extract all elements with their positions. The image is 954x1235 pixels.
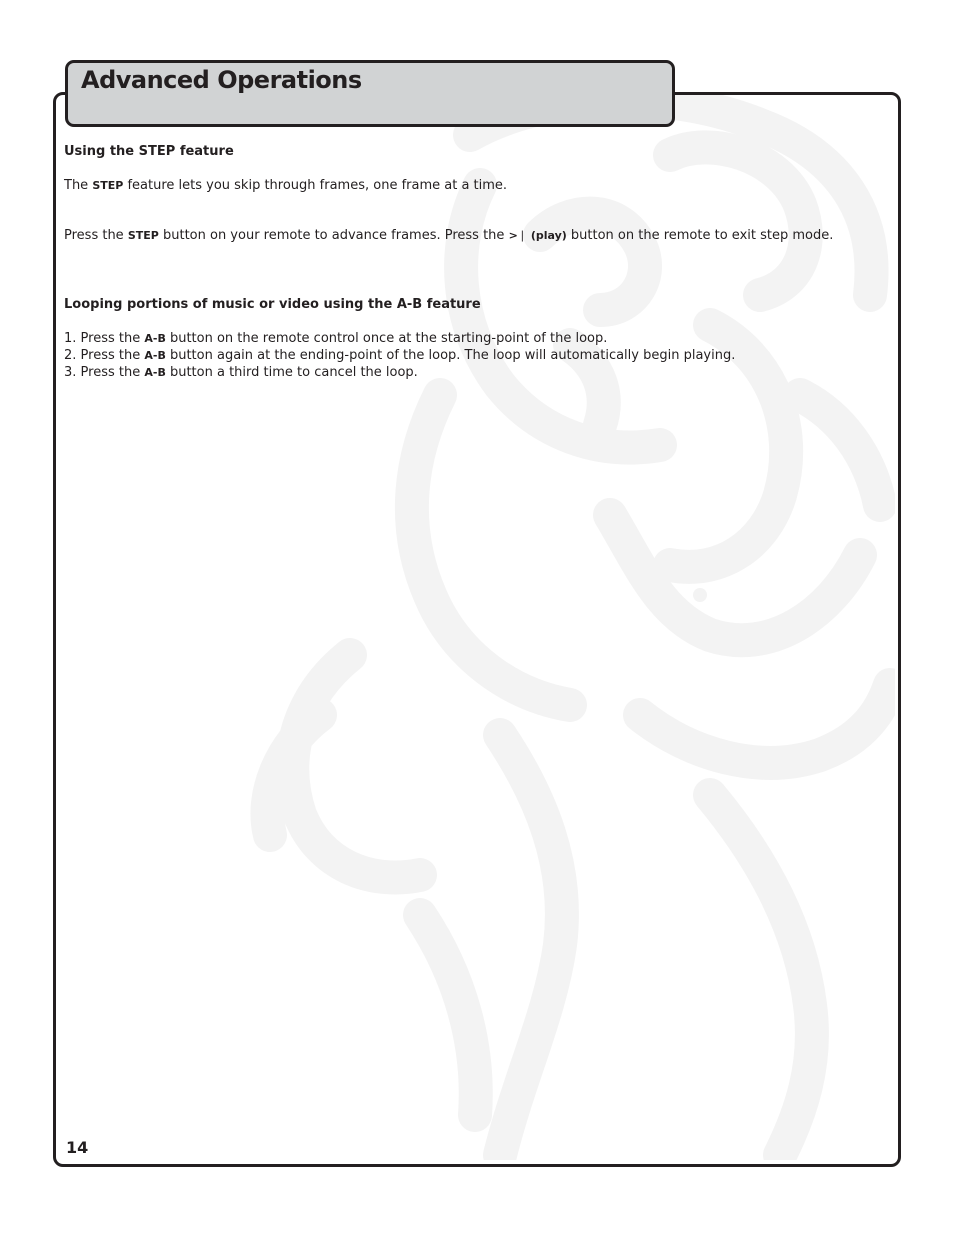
text-fragment: The — [64, 178, 93, 193]
ab-step-2 — [64, 347, 735, 364]
text-fragment: 3. Press the — [64, 365, 145, 380]
ab-keyword: A-B — [144, 349, 166, 362]
text-fragment: Press the — [64, 228, 128, 243]
text-fragment: feature lets you skip through frames, one frame at a time. — [123, 178, 508, 193]
text-fragment: 2. Press the — [64, 348, 145, 363]
page-number: 14 — [66, 1138, 89, 1157]
play-keyword: >❘ (play) — [508, 229, 567, 242]
page-frame — [53, 92, 901, 1167]
text-fragment: button a third time to cancel the loop. — [165, 365, 418, 380]
ab-step-1 — [64, 330, 607, 347]
text-fragment: button on your remote to advance frames. Press the — [158, 228, 509, 243]
step-keyword: STEP — [127, 229, 159, 242]
section-title-tab — [65, 60, 675, 127]
text-fragment: button on the remote to exit step mode. — [566, 228, 834, 243]
step-keyword: STEP — [92, 179, 124, 192]
section-heading-step: Using the STEP feature — [64, 144, 234, 159]
ab-step-3 — [64, 364, 418, 381]
page-title: Advanced Operations — [81, 66, 362, 94]
text-fragment: button on the remote control once at the starting-point of the loop. — [165, 331, 608, 346]
text-fragment: 1. Press the — [64, 331, 145, 346]
text-fragment: button again at the ending-point of the loop. The loop will automatically begin playing. — [165, 348, 736, 363]
section-heading-ab-loop: Looping portions of music or video using the A-B feature — [64, 297, 481, 312]
ab-keyword: A-B — [144, 366, 166, 379]
step-instructions-paragraph — [64, 227, 833, 244]
step-intro-paragraph — [64, 177, 507, 194]
ab-keyword: A-B — [144, 332, 166, 345]
